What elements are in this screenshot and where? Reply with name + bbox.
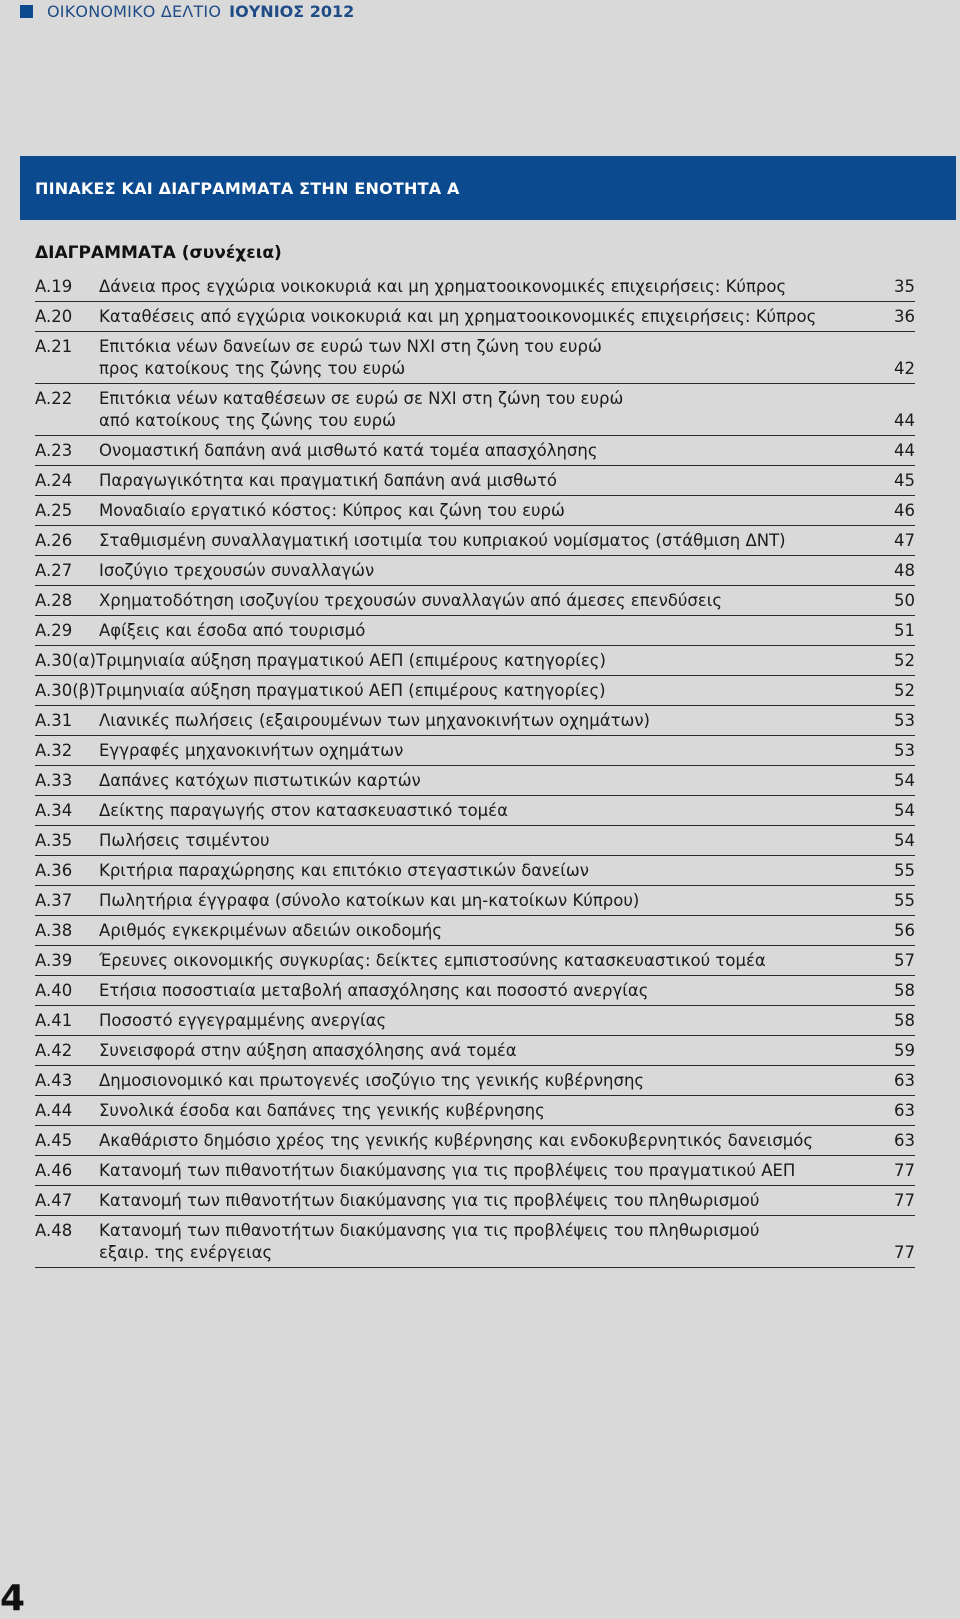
entry-title bbox=[99, 800, 885, 822]
entry-page-number: 35 bbox=[894, 277, 915, 296]
entry-code: A.27 bbox=[35, 561, 73, 580]
entry-title-line: Έρευνες οικονομικής συγκυρίας: δείκτες εμπιστοσύνης κατασκευαστικού τομέα bbox=[99, 951, 766, 970]
entry-page-number: 54 bbox=[894, 831, 915, 850]
entry-page-number: 77 bbox=[894, 1243, 915, 1262]
entry-page-number: 50 bbox=[894, 591, 915, 610]
running-header bbox=[0, 0, 354, 22]
toc-entry[interactable] bbox=[35, 1066, 915, 1096]
entry-title-line: Δάνεια προς εγχώρια νοικοκυριά και μη χρηματοοικονομικές επιχειρήσεις: Κύπρος bbox=[99, 277, 787, 296]
entry-title bbox=[99, 1160, 885, 1182]
entry-title bbox=[99, 440, 885, 462]
entry-title-line: Καταθέσεις από εγχώρια νοικοκυριά και μη χρηματοοικονομικές επιχειρήσεις: Κύπρος bbox=[99, 307, 817, 326]
entry-title-line: Κριτήρια παραχώρησης και επιτόκιο στεγαστικών δανείων bbox=[99, 861, 589, 880]
entry-title-line: Κατανομή των πιθανοτήτων διακύμανσης για τις προβλέψεις του πληθωρισμού bbox=[99, 1221, 760, 1240]
entry-page-number: 48 bbox=[894, 561, 915, 580]
entry-title bbox=[99, 590, 885, 612]
publication-name: ΟΙΚΟΝΟΜΙΚΟ ΔΕΛΤΙΟ bbox=[47, 1, 222, 21]
toc-entry[interactable] bbox=[35, 1126, 915, 1156]
entry-code: A.41 bbox=[35, 1011, 73, 1030]
entry-code: A.32 bbox=[35, 741, 73, 760]
entry-title bbox=[99, 770, 885, 792]
entry-title-line: Ονομαστική δαπάνη ανά μισθωτό κατά τομέα απασχόλησης bbox=[99, 441, 598, 460]
toc-entry[interactable] bbox=[35, 826, 915, 856]
entry-page-number: 42 bbox=[894, 359, 915, 378]
toc-entry[interactable] bbox=[35, 646, 915, 676]
entry-page-number: 77 bbox=[894, 1191, 915, 1210]
toc-entry[interactable] bbox=[35, 676, 915, 706]
entry-page-number: 36 bbox=[894, 307, 915, 326]
toc-entry[interactable] bbox=[35, 436, 915, 466]
entry-title-line: Επιτόκια νέων δανείων σε ευρώ των ΝΧΙ στη ζώνη του ευρώ bbox=[99, 337, 602, 356]
entry-code: A.36 bbox=[35, 861, 73, 880]
entry-title-line: Σταθμισμένη συναλλαγματική ισοτιμία του κυπριακού νομίσματος (στάθμιση ΔΝΤ) bbox=[99, 531, 786, 550]
entry-code: A.46 bbox=[35, 1161, 73, 1180]
toc-entry[interactable] bbox=[35, 706, 915, 736]
entry-title-line: Τριμηνιαία αύξηση πραγματικού ΑΕΠ (επιμέρους κατηγορίες) bbox=[95, 681, 606, 700]
entry-title bbox=[99, 388, 885, 432]
entry-page-number: 53 bbox=[894, 711, 915, 730]
entry-title-line: Δαπάνες κατόχων πιστωτικών καρτών bbox=[99, 771, 421, 790]
entry-page-number: 55 bbox=[894, 861, 915, 880]
entry-page-number: 58 bbox=[894, 1011, 915, 1030]
entry-code: A.26 bbox=[35, 531, 73, 550]
toc-entry[interactable] bbox=[35, 332, 915, 384]
entry-title bbox=[96, 650, 885, 672]
entry-title bbox=[99, 470, 885, 492]
entry-title bbox=[99, 276, 885, 298]
entry-title bbox=[99, 530, 885, 552]
toc-entry[interactable] bbox=[35, 384, 915, 436]
entry-code: A.30(β) bbox=[35, 681, 96, 700]
entry-title-line: Ισοζύγιο τρεχουσών συναλλαγών bbox=[99, 561, 375, 580]
entry-title-line: Ακαθάριστο δημόσιο χρέος της γενικής κυβέρνησης και ενδοκυβερνητικός δανεισμός bbox=[99, 1131, 814, 1150]
entry-title-line: Ετήσια ποσοστιαία μεταβολή απασχόλησης και ποσοστό ανεργίας bbox=[99, 981, 649, 1000]
toc-entry[interactable] bbox=[35, 586, 915, 616]
entry-page-number: 55 bbox=[894, 891, 915, 910]
entry-title-line: Αριθμός εγκεκριμένων αδειών οικοδομής bbox=[99, 921, 443, 940]
entry-page-number: 44 bbox=[894, 441, 915, 460]
section-title: ΔΙΑΓΡΑΜΜΑΤΑ (συνέχεια) bbox=[35, 243, 282, 263]
entry-title-line: Παραγωγικότητα και πραγματική δαπάνη ανά μισθωτό bbox=[99, 471, 558, 490]
entry-code: A.35 bbox=[35, 831, 73, 850]
entry-page-number: 52 bbox=[894, 681, 915, 700]
section-banner bbox=[20, 156, 956, 220]
entry-code: A.25 bbox=[35, 501, 73, 520]
entry-title bbox=[99, 860, 885, 882]
entry-page-number: 54 bbox=[894, 771, 915, 790]
toc-entry[interactable] bbox=[35, 1036, 915, 1066]
entry-title bbox=[99, 1010, 885, 1032]
entry-code: A.20 bbox=[35, 307, 73, 326]
toc-entry[interactable] bbox=[35, 1216, 915, 1268]
entry-title bbox=[99, 830, 885, 852]
toc-entry[interactable] bbox=[35, 556, 915, 586]
entry-page-number: 53 bbox=[894, 741, 915, 760]
entry-code: A.34 bbox=[35, 801, 73, 820]
entry-page-number: 52 bbox=[894, 651, 915, 670]
entry-title bbox=[99, 336, 885, 380]
entry-title-line: Συνεισφορά στην αύξηση απασχόλησης ανά τομέα bbox=[99, 1041, 517, 1060]
entry-code: A.40 bbox=[35, 981, 73, 1000]
entry-title-line: Επιτόκια νέων καταθέσεων σε ευρώ σε ΝΧΙ στη ζώνη του ευρώ bbox=[99, 389, 624, 408]
page-number: 4 bbox=[0, 1578, 26, 1619]
entry-title-line: εξαιρ. της ενέργειας bbox=[99, 1243, 273, 1262]
entry-code: A.23 bbox=[35, 441, 73, 460]
entry-code: A.22 bbox=[35, 389, 73, 408]
entry-code: A.24 bbox=[35, 471, 73, 490]
entry-title bbox=[99, 1130, 885, 1152]
toc-entry[interactable] bbox=[35, 616, 915, 646]
entry-code: A.37 bbox=[35, 891, 73, 910]
entry-page-number: 77 bbox=[894, 1161, 915, 1180]
entry-code: A.38 bbox=[35, 921, 73, 940]
entry-page-number: 56 bbox=[894, 921, 915, 940]
entry-page-number: 45 bbox=[894, 471, 915, 490]
issue-date: ΙΟΥΝΙΟΣ 2012 bbox=[229, 1, 355, 21]
entry-page-number: 63 bbox=[894, 1101, 915, 1120]
toc-entry[interactable] bbox=[35, 886, 915, 916]
entry-code: A.31 bbox=[35, 711, 73, 730]
entry-page-number: 63 bbox=[894, 1131, 915, 1150]
entry-title bbox=[99, 740, 885, 762]
header-square-icon bbox=[20, 5, 33, 18]
entry-title bbox=[99, 1190, 885, 1212]
entry-title-line: από κατοίκους της ζώνης του ευρώ bbox=[99, 411, 396, 430]
toc-entry[interactable] bbox=[35, 466, 915, 496]
toc-entry[interactable] bbox=[35, 856, 915, 886]
entry-title bbox=[99, 1040, 885, 1062]
entry-title-line: Ποσοστό εγγεγραμμένης ανεργίας bbox=[99, 1011, 387, 1030]
toc-entry[interactable] bbox=[35, 736, 915, 766]
entry-title-line: Δημοσιονομικό και πρωτογενές ισοζύγιο της γενικής κυβέρνησης bbox=[99, 1071, 645, 1090]
toc-entry[interactable] bbox=[35, 302, 915, 332]
entry-title-line: Συνολικά έσοδα και δαπάνες της γενικής κυβέρνησης bbox=[99, 1101, 545, 1120]
entry-code: A.21 bbox=[35, 337, 73, 356]
entry-code: A.45 bbox=[35, 1131, 73, 1150]
entry-title-line: Τριμηνιαία αύξηση πραγματικού ΑΕΠ (επιμέρους κατηγορίες) bbox=[96, 651, 606, 670]
entry-page-number: 46 bbox=[894, 501, 915, 520]
toc-entry[interactable] bbox=[35, 1006, 915, 1036]
entry-code: A.42 bbox=[35, 1041, 73, 1060]
entry-page-number: 63 bbox=[894, 1071, 915, 1090]
entry-title bbox=[99, 1220, 885, 1264]
entry-title bbox=[99, 560, 885, 582]
entry-title-line: Χρηματοδότηση ισοζυγίου τρεχουσών συναλλαγών από άμεσες επενδύσεις bbox=[99, 591, 723, 610]
toc-entry[interactable] bbox=[35, 1156, 915, 1186]
entry-title bbox=[99, 620, 885, 642]
toc-entry[interactable] bbox=[35, 766, 915, 796]
toc-entry[interactable] bbox=[35, 272, 915, 302]
entry-title-line: Πωλητήρια έγγραφα (σύνολο κατοίκων και μη-κατοίκων Κύπρου) bbox=[99, 891, 640, 910]
entry-code: A.33 bbox=[35, 771, 73, 790]
entry-title-line: Κατανομή των πιθανοτήτων διακύμανσης για τις προβλέψεις του πραγματικού ΑΕΠ bbox=[99, 1161, 796, 1180]
entry-code: A.43 bbox=[35, 1071, 73, 1090]
entry-page-number: 59 bbox=[894, 1041, 915, 1060]
toc-entry[interactable] bbox=[35, 1096, 915, 1126]
entry-title-line: Κατανομή των πιθανοτήτων διακύμανσης για τις προβλέψεις του πληθωρισμού bbox=[99, 1191, 760, 1210]
entry-title-line: Εγγραφές μηχανοκινήτων οχημάτων bbox=[99, 741, 404, 760]
toc-list bbox=[35, 272, 915, 1268]
entry-title-line: Λιανικές πωλήσεις (εξαιρουμένων των μηχανοκινήτων οχημάτων) bbox=[99, 711, 650, 730]
entry-code: A.39 bbox=[35, 951, 73, 970]
entry-title-line: Μοναδιαίο εργατικό κόστος: Κύπρος και ζώνη του ευρώ bbox=[99, 501, 565, 520]
banner-title: ΠΙΝΑΚΕΣ ΚΑΙ ΔΙΑΓΡΑΜΜΑΤΑ ΣΤΗΝ ΕΝΟΤΗΤΑ Α bbox=[35, 178, 460, 198]
entry-code: A.44 bbox=[35, 1101, 73, 1120]
entry-title bbox=[99, 890, 885, 912]
entry-title-line: Πωλήσεις τσιμέντου bbox=[99, 831, 270, 850]
entry-page-number: 58 bbox=[894, 981, 915, 1000]
entry-code: A.47 bbox=[35, 1191, 73, 1210]
entry-title-line: προς κατοίκους της ζώνης του ευρώ bbox=[99, 359, 406, 378]
toc-entry[interactable] bbox=[35, 976, 915, 1006]
entry-code: A.48 bbox=[35, 1221, 73, 1240]
entry-title bbox=[99, 920, 885, 942]
entry-title-line: Δείκτης παραγωγής στον κατασκευαστικό τομέα bbox=[99, 801, 508, 820]
entry-code: A.29 bbox=[35, 621, 73, 640]
entry-title bbox=[99, 1100, 885, 1122]
entry-page-number: 44 bbox=[894, 411, 915, 430]
entry-title bbox=[99, 306, 885, 328]
entry-page-number: 57 bbox=[894, 951, 915, 970]
toc-entry[interactable] bbox=[35, 796, 915, 826]
entry-title-line: Αφίξεις και έσοδα από τουρισμό bbox=[99, 621, 366, 640]
toc-entry[interactable] bbox=[35, 946, 915, 976]
toc-entry[interactable] bbox=[35, 526, 915, 556]
entry-page-number: 54 bbox=[894, 801, 915, 820]
toc-entry[interactable] bbox=[35, 496, 915, 526]
entry-code: A.19 bbox=[35, 277, 73, 296]
entry-title bbox=[99, 980, 885, 1002]
entry-title bbox=[99, 950, 885, 972]
toc-entry[interactable] bbox=[35, 1186, 915, 1216]
entry-title bbox=[99, 1070, 885, 1092]
entry-code: A.30(α) bbox=[35, 651, 96, 670]
entry-page-number: 47 bbox=[894, 531, 915, 550]
entry-title bbox=[96, 680, 885, 702]
entry-code: A.28 bbox=[35, 591, 73, 610]
entry-title bbox=[99, 710, 885, 732]
entry-page-number: 51 bbox=[894, 621, 915, 640]
entry-title bbox=[99, 500, 885, 522]
toc-entry[interactable] bbox=[35, 916, 915, 946]
